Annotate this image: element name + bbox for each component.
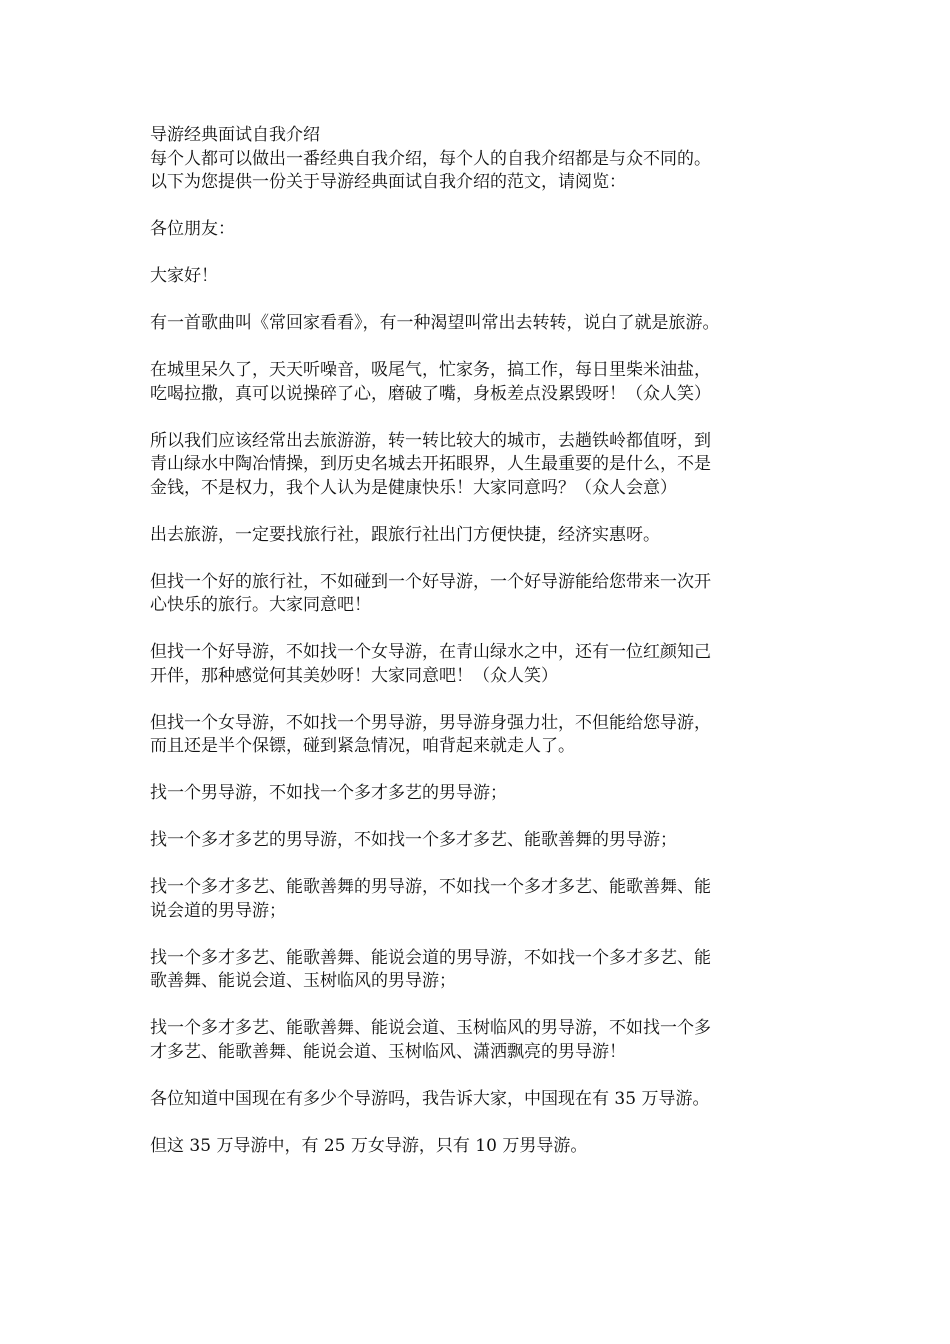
paragraph-line: 金钱，不是权力，我个人认为是健康快乐！大家同意吗？（众人会意） <box>150 477 677 498</box>
body-paragraph <box>150 571 800 618</box>
body-paragraph <box>150 876 800 923</box>
paragraph-line: 找一个多才多艺、能歌善舞的男导游，不如找一个多才多艺、能歌善舞、能 <box>150 877 711 897</box>
body-paragraph <box>150 1135 800 1159</box>
paragraph-line: 有一首歌曲叫《常回家看看》，有一种渴望叫常出去转转，说白了就是旅游。 <box>150 313 720 333</box>
document-page <box>150 124 800 1182</box>
paragraph-line: 在城里呆久了，天天听噪音，吸尾气，忙家务，搞工作，每日里柴米油盐， <box>150 360 711 380</box>
paragraph-line: 说会道的男导游； <box>150 900 286 921</box>
paragraph-line: 各位知道中国现在有多少个导游吗，我告诉大家，中国现在有 35 万导游。 <box>150 1088 710 1109</box>
body-paragraph <box>150 829 800 853</box>
body-paragraph <box>150 430 800 501</box>
body-paragraph <box>150 947 800 994</box>
body-paragraphs <box>150 218 800 1158</box>
paragraph-line: 心快乐的旅行。大家同意吧！ <box>150 595 371 615</box>
body-paragraph <box>150 1088 800 1112</box>
body-paragraph <box>150 312 800 336</box>
paragraph-line: 大家好！ <box>150 266 218 286</box>
paragraph-line: 青山绿水中陶冶情操，到历史名城去开拓眼界，人生最重要的是什么，不是 <box>150 454 711 474</box>
document-title: 导游经典面试自我介绍 <box>150 125 320 145</box>
intro-paragraph <box>150 148 800 195</box>
paragraph-line: 而且还是半个保镖，碰到紧急情况，咱背起来就走人了。 <box>150 736 575 756</box>
paragraph-line: 找一个多才多艺、能歌善舞、能说会道的男导游，不如找一个多才多艺、能 <box>150 947 711 968</box>
paragraph-line: 找一个男导游，不如找一个多才多艺的男导游； <box>150 783 507 803</box>
paragraph-line: 找一个多才多艺、能歌善舞、能说会道、玉树临风的男导游，不如找一个多 <box>150 1018 711 1038</box>
paragraph-line: 找一个多才多艺的男导游，不如找一个多才多艺、能歌善舞的男导游； <box>150 830 677 850</box>
paragraph-line: 各位朋友： <box>150 219 235 239</box>
body-paragraph <box>150 782 800 806</box>
paragraph-line: 但找一个好导游，不如找一个女导游，在青山绿水之中，还有一位红颜知己 <box>150 642 711 662</box>
paragraph-line: 但找一个好的旅行社，不如碰到一个好导游，一个好导游能给您带来一次开 <box>150 571 711 592</box>
body-paragraph <box>150 218 800 242</box>
body-paragraph <box>150 1017 800 1064</box>
paragraph-line: 吃喝拉撒，真可以说操碎了心，磨破了嘴，身板差点没累毁呀！（众人笑） <box>150 383 711 404</box>
body-paragraph <box>150 359 800 406</box>
body-paragraph <box>150 641 800 688</box>
body-paragraph <box>150 265 800 289</box>
paragraph-line: 但这 35 万导游中，有 25 万女导游，只有 10 万男导游。 <box>150 1135 588 1156</box>
paragraph-line: 歌善舞、能说会道、玉树临风的男导游； <box>150 971 456 991</box>
paragraph-line: 开伴，那种感觉何其美妙呀！大家同意吧！（众人笑） <box>150 665 558 686</box>
paragraph-line: 出去旅游，一定要找旅行社，跟旅行社出门方便快捷，经济实惠呀。 <box>150 524 660 545</box>
intro-line: 每个人都可以做出一番经典自我介绍，每个人的自我介绍都是与众不同的。 <box>150 148 711 169</box>
paragraph-line: 才多艺、能歌善舞、能说会道、玉树临风、潇洒飘亮的男导游！ <box>150 1041 626 1062</box>
body-paragraph <box>150 712 800 759</box>
paragraph-line: 但找一个女导游，不如找一个男导游，男导游身强力壮，不但能给您导游， <box>150 712 711 733</box>
body-paragraph <box>150 524 800 548</box>
intro-line: 以下为您提供一份关于导游经典面试自我介绍的范文，请阅览： <box>150 172 626 192</box>
paragraph-line: 所以我们应该经常出去旅游游，转一转比较大的城市，去趟铁岭都值呀，到 <box>150 430 711 451</box>
